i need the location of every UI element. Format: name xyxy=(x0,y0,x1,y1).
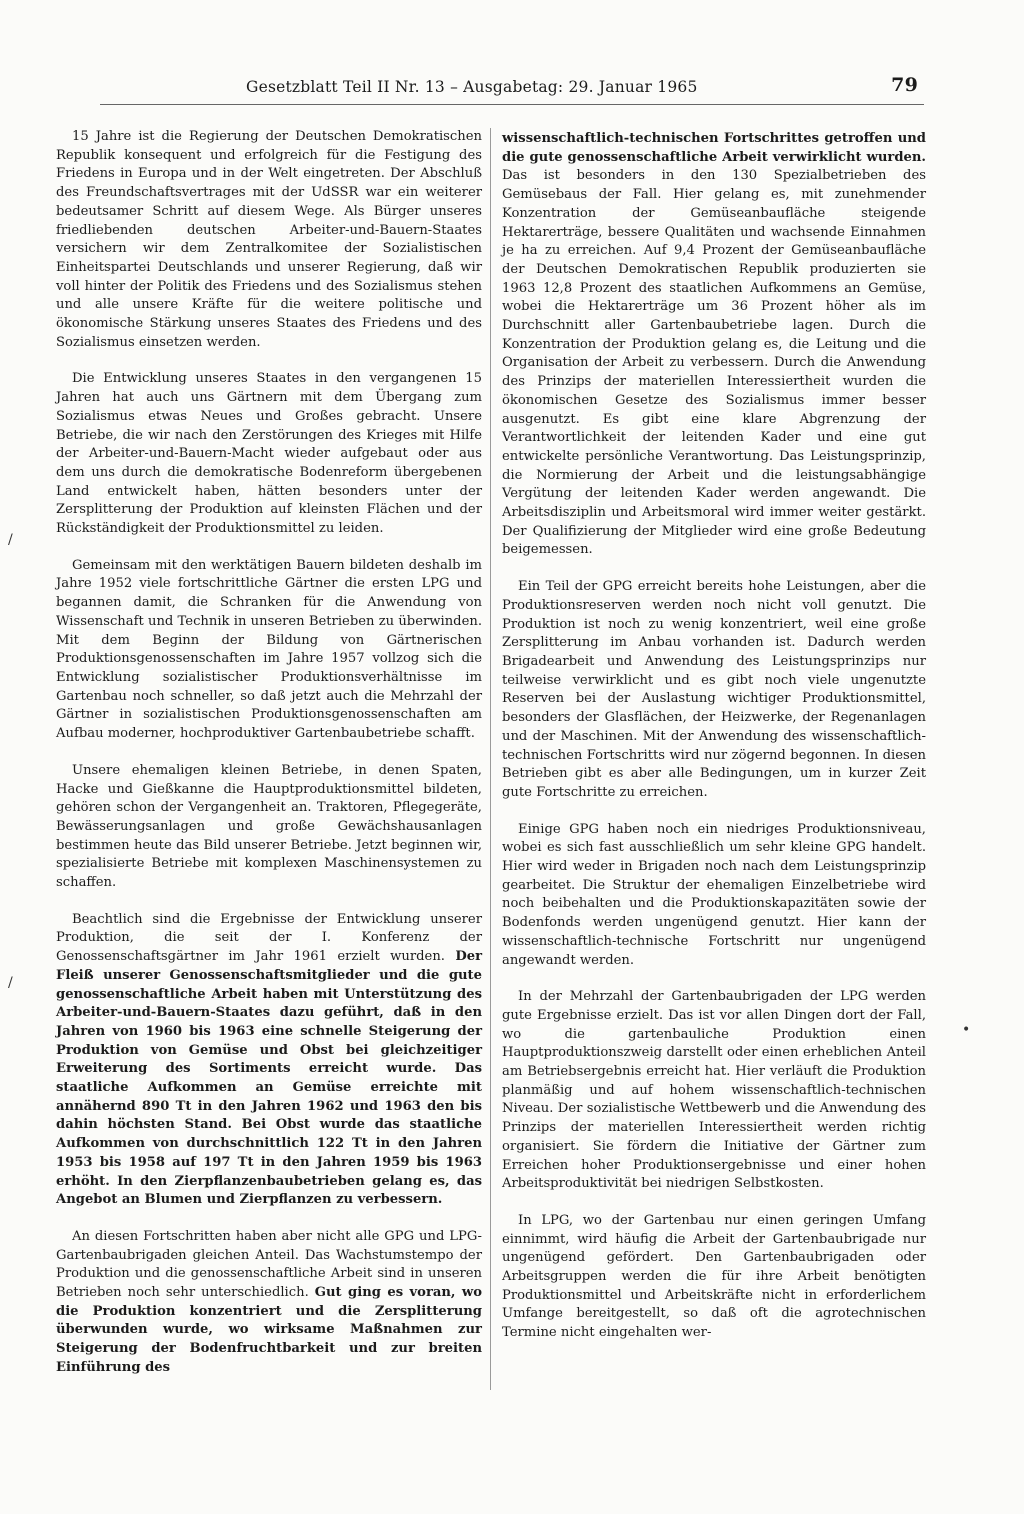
page-number: 79 xyxy=(891,74,918,96)
bold-text: wissenschaftlich-technischen Fortschrittes getroffen und die gute genossenschaftliche Arbeit verwirklicht wurden. xyxy=(502,131,926,165)
left-column xyxy=(56,128,482,1378)
margin-mark: / xyxy=(8,975,13,991)
paragraph xyxy=(56,911,482,1210)
paragraph-text: Beachtlich sind die Ergebnisse der Entwicklung unserer Produktion, die seit der I. Konferenz der Genossenschaftsgärtner im Jahr 1961 erzielt wurden. xyxy=(56,911,482,965)
header-title: Gesetzblatt Teil II Nr. 13 – Ausgabetag: 29. Januar 1965 xyxy=(246,78,698,96)
paragraph: Die Entwicklung unseres Staates in den vergangenen 15 Jahren hat auch uns Gärtnern mit dem Übergang zum Sozialismus etwas Neues und Großes gebracht. Unsere Betriebe, die wir nach den Zerstörungen des Krieges mit Hilfe der Arbeiter-und-Bauern-Macht wieder aufgebaut oder aus dem uns durch die demokratische Bodenreform übergebenen Land entwickelt haben, hätten besonders unter der Zersplitterung der Produktion auf kleinsten Flächen und der Rückständigkeit der Produktionsmittel zu leiden. xyxy=(56,371,482,537)
margin-dot: • xyxy=(962,1022,971,1038)
paragraph: 15 Jahre ist die Regierung der Deutschen Demokratischen Republik konsequent und erfolgreich für die Festigung des Friedens in Europa und in der Welt eingetreten. Der Abschluß des Freundschaftsvertrages mit der UdSSR war ein weiterer bedeutsamer Schritt auf diesem Wege. Als Bürger unseres friedliebenden deutschen Arbeiter-und-Bauern-Staates versichern wir dem Zentralkomitee der Sozialistischen Einheitspartei Deutschlands und unserer Regierung, daß wir voll hinter der Politik des Friedens und des Sozialismus stehen und alle unsere Kräfte für die weitere politische und ökonomische Stärkung unseres Staates des Friedens und des Sozialismus einsetzen werden. xyxy=(56,129,482,350)
paragraph-text: An diesen Fortschritten haben aber nicht alle GPG und LPG-Gartenbaubrigaden gleichen Anteil. Das Wachstumstempo der Produktion und die genossenschaftliche Arbeit sind in unseren Betrieben noch sehr unterschiedlich. xyxy=(56,1228,482,1301)
paragraph: Unsere ehemaligen kleinen Betriebe, in denen Spaten, Hacke und Gießkanne die Hauptproduktionsmittel bildeten, gehören schon der Vergangenheit an. Traktoren, Pflegegeräte, Bewässerungsanlagen und große Gewächshausanlagen bestimmen heute das Bild unserer Betriebe. Jetzt beginnen wir, spezialisierte Betriebe mit komplexen Maschinensystemen zu schaffen. xyxy=(56,762,482,891)
bold-text: Der Fleiß unserer Genossenschaftsmitglieder und die gute genossenschaftliche Arbeit haben mit Unterstützung des Arbeiter-und-Bauern-Staates dazu geführt, daß in den Jahren von 1960 bis 1963 eine schnelle Steigerung der Produktion von Gemüse und Obst bei gleichzeitiger Erweiterung des Sortiments erreicht wurde. Das staatliche Aufkommen an Gemüse erreichte mit annähernd 890 Tt in den Jahren 1962 und 1963 den bis dahin höchsten Stand. Bei Obst wurde das staatliche Aufkommen von durchschnittlich 122 Tt in den Jahren 1953 bis 1958 auf 197 Tt in den Jahren 1959 bis 1963 erhöht. In den Zierpflanzenbaubetrieben gelang es, das Angebot an Blumen und Zierpflanzen zu verbessern. xyxy=(56,949,482,1208)
margin-mark: / xyxy=(8,532,13,548)
bold-text: Gut ging es voran, wo die Produktion konzentriert und die Zersplitterung überwunden wurde, wo wirksame Maßnahmen zur Steigerung der Bodenfruchtbarkeit und zur breiten Einführung des xyxy=(56,1285,482,1375)
paragraph: Einige GPG haben noch ein niedriges Produktionsniveau, wobei es sich fast ausschließlich um sehr kleine GPG handelt. Hier wird weder in Brigaden noch nach dem Leistungsprinzip gearbeitet. Die Struktur der ehemaligen Einzelbetriebe wird noch beibehalten und die Produktionskapazitäten sowie der Bodenfonds werden ungenügend genutzt. Hier kann der wissenschaftlich-technische Fortschritt nur ungenügend angewandt werden. xyxy=(502,821,926,968)
paragraph-text: Das ist besonders in den 130 Spezialbetrieben des Gemüsebaus der Fall. Hier gelang es, mit zunehmender Konzentration der Gemüseanbaufläche steigende Hektarerträge, bessere Qualitäten und wachsende Einnahmen je ha zu erreichen. Auf 9,4 Prozent der Gemüseanbaufläche der Deutschen Demokratischen Republik produzierten sie 1963 12,8 Prozent des staatlichen Aufkommens an Gemüse, wobei die Hektarerträge um 36 Prozent höher als im Durchschnitt aller Gartenbaubetriebe lagen. Durch die Konzentration der Produktion gelang es, die Leitung und die Organisation der Arbeit zu verbessern. Durch die Anwendung des Prinzips der materiellen Interessiertheit wurden die ökonomischen Gesetze des Sozialismus immer besser ausgenutzt. Es gibt eine klare Abgrenzung der Verantwortlichkeit der leitenden Kader und eine gut entwickelte persönliche Verantwortung. Das Leistungsprinzip, die Normierung der Arbeit und die leistungsabhängige Vergütung der leitenden Kader werden angewandt. Die Arbeitsdisziplin und Arbeitsmoral wird immer weiter gestärkt. Der Qualifizierung der Mitglieder wird eine große Bedeutung beigemessen. xyxy=(502,168,926,558)
header-rule xyxy=(100,104,924,105)
paragraph xyxy=(502,130,926,560)
column-divider xyxy=(490,128,491,1390)
paragraph xyxy=(56,1228,482,1378)
paragraph: In LPG, wo der Gartenbau nur einen geringen Umfang einnimmt, wird häufig die Arbeit der Gartenbaubrigade nur ungenügend gefördert. Den Gartenbaubrigaden oder Arbeitsgruppen werden die für ihre Arbeit benötigten Produktionsmittel und Arbeitskräfte nicht in erforderlichem Umfange bereitgestellt, so daß oft die agrotechnischen Termine nicht eingehalten wer- xyxy=(502,1212,926,1341)
paragraph: Gemeinsam mit den werktätigen Bauern bildeten deshalb im Jahre 1952 viele fortschrittliche Gärtner die ersten LPG und begannen damit, die Schranken für die Anwendung von Wissenschaft und Technik in unseren Betrieben zu überwinden. Mit dem Beginn der Bildung von Gärtnerischen Produktionsgenossenschaften im Jahre 1957 vollzog sich die Entwicklung sozialistischer Produktionsverhältnisse im Gartenbau noch schneller, so daß jetzt auch die Mehrzahl der Gärtner in sozialistischen Produktionsgenossenschaften am Aufbau moderner, hochproduktiver Gartenbaubetriebe schafft. xyxy=(56,557,482,742)
paragraph: In der Mehrzahl der Gartenbaubrigaden der LPG werden gute Ergebnisse erzielt. Das ist vor allen Dingen dort der Fall, wo die gartenbauliche Produktion einen Hauptproduktionszweig darstellt oder einen erheblichen Anteil am Betriebsergebnis erreicht hat. Hier verläuft die Produktion planmäßig und auf hohem wissenschaftlich-technischen Niveau. Der sozialistische Wettbewerb und die Anwendung des Prinzips der materiellen Interessiertheit werden richtig organisiert. Sie fördern die Initiative der Gärtner zum Erreichen hoher Produktionsergebnisse und einer hohen Arbeitsproduktivität bei niedrigen Selbstkosten. xyxy=(502,989,926,1192)
right-column xyxy=(502,130,926,1343)
paragraph: Ein Teil der GPG erreicht bereits hohe Leistungen, aber die Produktionsreserven werden noch nicht voll genutzt. Die Produktion ist noch zu wenig konzentriert, weil eine große Zersplitterung im Anbau vorhanden ist. Dadurch werden Brigadearbeit und Anwendung des Leistungsprinzips nur teilweise verwirklicht und es gibt noch viele ungenutzte Reserven bei der Auslastung wichtiger Produktionsmittel, besonders der Glasflächen, der Heizwerke, der Regenanlagen und der Maschinen. Mit der Anwendung des wissenschaftlich-technischen Fortschritts wird nur zögernd begonnen. In diesen Betrieben gibt es aber alle Bedingungen, um in kurzer Zeit gute Fortschritte zu erreichen. xyxy=(502,579,926,800)
page-header xyxy=(234,72,924,102)
